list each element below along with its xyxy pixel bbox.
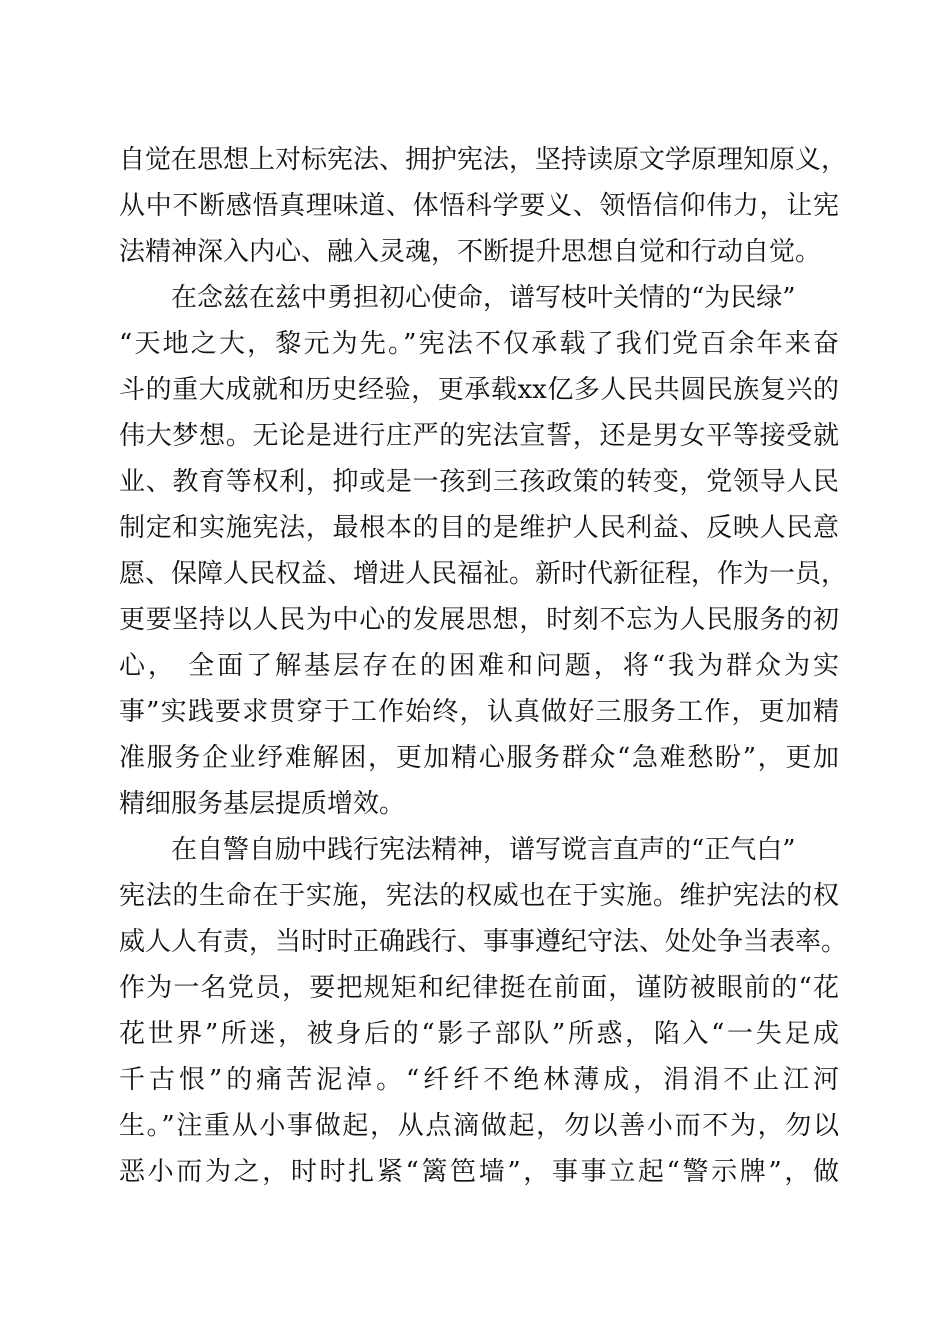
paragraph-1 [119, 137, 848, 275]
text-line: 生。”注重从小事做起，从点滴做起，勿以善小而不为，勿以 [119, 1111, 839, 1141]
text-line: 伟大梦想。无论是进行庄严的宪法宣誓，还是男女平等接受就 [119, 421, 839, 451]
paragraph-3 [119, 827, 848, 1195]
text-line: 恶小而为之，时时扎紧“篱笆墙”，事事立起“警示牌”，做 [119, 1157, 839, 1187]
text-line: 心， 全面了解基层存在的困难和问题，将“我为群众为实 [119, 651, 839, 681]
text-line: 作为一名党员，要把规矩和纪律挺在前面，谨防被眼前的“花 [119, 973, 839, 1003]
text-line: 千古恨”的痛苦泥淖。“纤纤不绝林薄成，涓涓不止江河 [119, 1065, 839, 1095]
text-line: 花世界”所迷，被身后的“影子部队”所惑，陷入“一失足成 [119, 1019, 839, 1049]
text-line: 制定和实施宪法，最根本的目的是维护人民利益、反映人民意 [119, 513, 839, 543]
paragraph-2 [119, 275, 848, 827]
text-line: 宪法的生命在于实施，宪法的权威也在于实施。维护宪法的权 [119, 881, 839, 911]
text-line: 更要坚持以人民为中心的发展思想，时刻不忘为人民服务的初 [119, 605, 839, 635]
text-line: 事”实践要求贯穿于工作始终，认真做好三服务工作，更加精 [119, 697, 839, 727]
document-body [119, 137, 848, 1195]
section-heading: 在念兹在兹中勇担初心使命，谱写枝叶关情的“为民绿” [171, 283, 796, 313]
text-line: 愿、保障人民权益、增进人民福祉。新时代新征程，作为一员， [119, 559, 848, 589]
text-line: 从中不断感悟真理味道、体悟科学要义、领悟信仰伟力，让宪 [119, 191, 839, 221]
text-line: “天地之大，黎元为先。”宪法不仅承载了我们党百余年来奋 [119, 329, 839, 359]
text-line: 自觉在思想上对标宪法、拥护宪法，坚持读原文学原理知原义， [119, 145, 848, 175]
text-line: 准服务企业纾难解困，更加精心服务群众“急难愁盼”，更加 [119, 743, 839, 773]
text-line: 精细服务基层提质增效。 [119, 789, 406, 819]
text-line: 斗的重大成就和历史经验，更承载xx亿多人民共圆民族复兴的 [119, 375, 839, 405]
text-line: 法精神深入内心、融入灵魂，不断提升思想自觉和行动自觉。 [119, 237, 822, 267]
section-heading: 在自警自励中践行宪法精神，谱写谠言直声的“正气白” [171, 835, 796, 865]
text-line: 威人人有责，当时时正确践行、事事遵纪守法、处处争当表率。 [119, 927, 848, 957]
text-line: 业、教育等权利，抑或是一孩到三孩政策的转变，党领导人民 [119, 467, 839, 497]
